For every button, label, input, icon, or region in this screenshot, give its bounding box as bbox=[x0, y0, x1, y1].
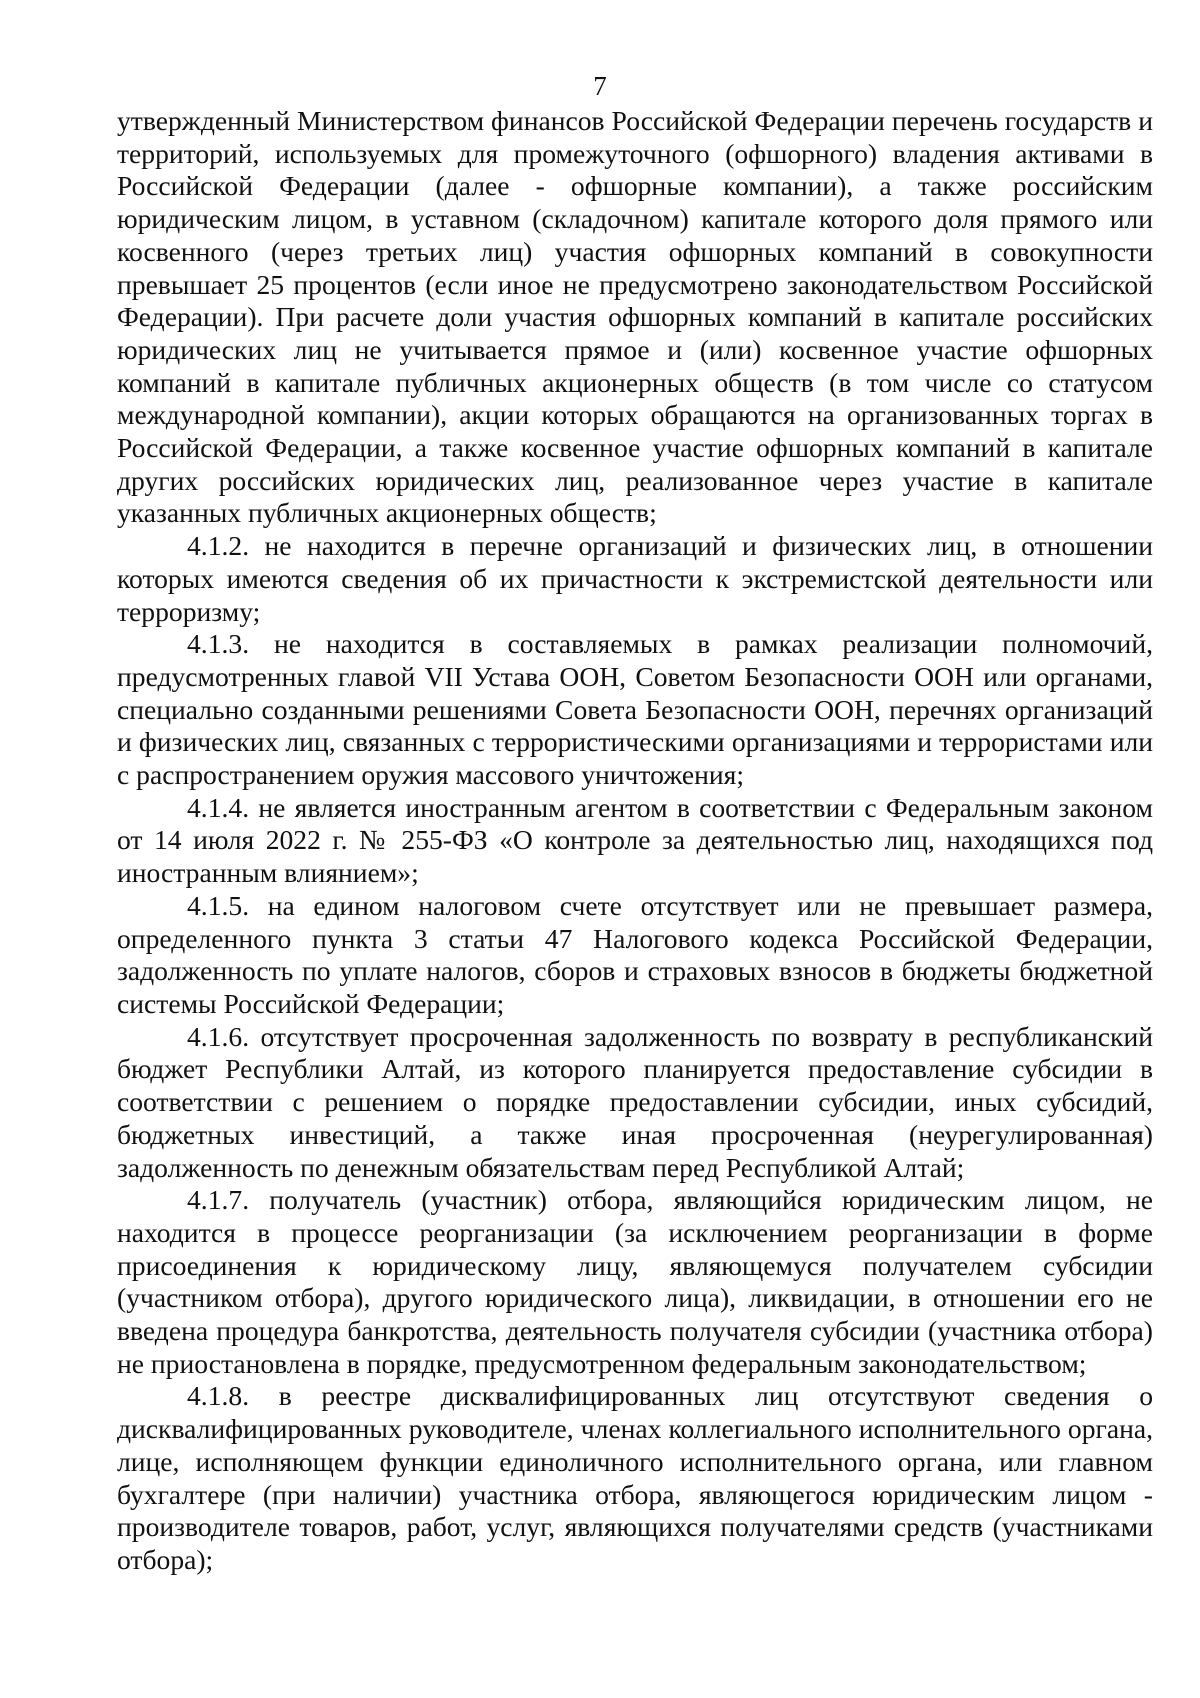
paragraph-4-1-7: 4.1.7. получатель (участник) отбора, являющийся юридическим лицом, не находится в процессе реорганизации (за исключением реорганизации в форме присоединения к юридическому лицу, являющемуся получателем субсидии (участником отбора), другого юридического лица), ликвидации, в отношении его не введена процедура банкротства, деятельность получателя субсидии (участника отбора) не приостановлена в порядке, предусмотренном федеральным законодательством; bbox=[117, 1184, 1153, 1379]
paragraph-4-1-3: 4.1.3. не находится в составляемых в рамках реализации полномочий, предусмотренных главой VII Устава ООН, Советом Безопасности ООН или органами, специально созданными решениями Совета Безопасности ООН, перечнях организаций и физических лиц, связанных с террористическими организациями и террористами или с распространением оружия массового уничтожения; bbox=[117, 628, 1153, 791]
paragraph-4-1-5: 4.1.5. на едином налоговом счете отсутствует или не превышает размера, определенного пункта 3 статьи 47 Налогового кодекса Российской Федерации, задолженность по уплате налогов, сборов и страховых взносов в бюджеты бюджетной системы Российской Федерации; bbox=[117, 889, 1153, 1019]
document-body bbox=[117, 105, 1153, 1577]
paragraph-offshore-intro: утвержденный Министерством финансов Российской Федерации перечень государств и территорий, используемых для промежуточного (офшорного) владения активами в Российской Федерации (далее - офшорные компании), а также российским юридическим лицом, в уставном (складочном) капитале которого доля прямого или косвенного (через третьих лиц) участия офшорных компаний в совокупности превышает 25 процентов (если иное не предусмотрено законодательством Российской Федерации). При расчете доли участия офшорных компаний в капитале российских юридических лиц не учитывается прямое и (или) косвенное участие офшорных компаний в капитале публичных акционерных обществ (в том числе со статусом международной компании), акции которых обращаются на организованных торгах в Российской Федерации, а также косвенное участие офшорных компаний в капитале других российских юридических лиц, реализованное через участие в капитале указанных публичных акционерных обществ; bbox=[117, 105, 1153, 529]
page-number: 7 bbox=[593, 71, 607, 101]
paragraph-4-1-6: 4.1.6. отсутствует просроченная задолженность по возврату в республиканский бюджет Республики Алтай, из которого планируется предоставление субсидии в соответствии с решением о порядке предоставлении субсидии, иных субсидий, бюджетных инвестиций, а также иная просроченная (неурегулированная) задолженность по денежным обязательствам перед Республикой Алтай; bbox=[117, 1020, 1153, 1183]
paragraph-4-1-2: 4.1.2. не находится в перечне организаций и физических лиц, в отношении которых имеются сведения об их причастности к экстремистской деятельности или терроризму; bbox=[117, 530, 1153, 627]
paragraph-4-1-4: 4.1.4. не является иностранным агентом в соответствии с Федеральным законом от 14 июля 2022 г. № 255-ФЗ «О контроле за деятельностью лиц, находящихся под иностранным влиянием»; bbox=[117, 791, 1153, 889]
paragraph-4-1-8: 4.1.8. в реестре дисквалифицированных лиц отсутствуют сведения о дисквалифицированных руководителе, членах коллегиального исполнительного органа, лице, исполняющем функции единоличного исполнительного органа, или главном бухгалтере (при наличии) участника отбора, являющегося юридическим лицом - производителе товаров, работ, услуг, являющихся получателями средств (участниками отбора); bbox=[117, 1380, 1153, 1575]
